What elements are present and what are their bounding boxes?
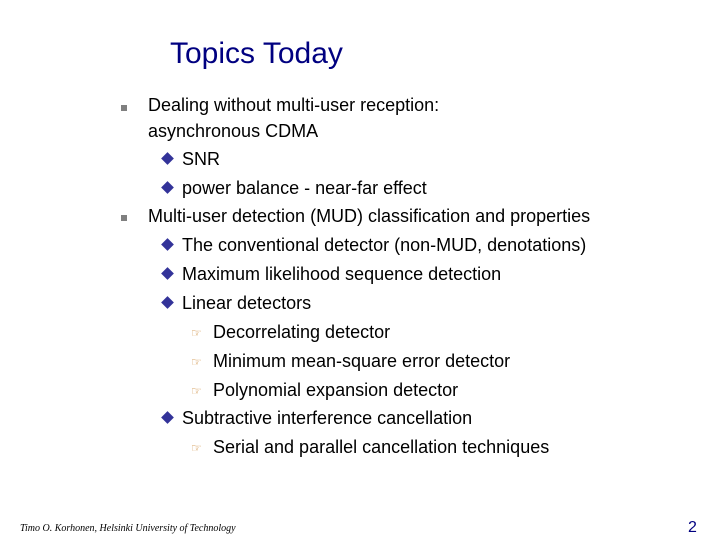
diamond-bullet-icon — [161, 238, 174, 251]
bullet-item-level1-continued: asynchronous CDMA — [148, 121, 319, 141]
square-bullet-icon — [121, 215, 127, 221]
diamond-bullet-icon — [161, 296, 174, 309]
diamond-bullet-icon — [161, 152, 174, 165]
diamond-bullet-icon — [161, 267, 174, 280]
pointing-hand-icon: ☞ — [191, 355, 202, 369]
bullet-item-level3: Polynomial expansion detector — [213, 380, 459, 400]
diamond-bullet-icon — [161, 181, 174, 194]
slide-title: Topics Today — [170, 37, 343, 70]
bullet-item-level3: Decorrelating detector — [213, 322, 391, 342]
pointing-hand-icon: ☞ — [191, 441, 202, 455]
square-bullet-icon — [121, 105, 127, 111]
diamond-bullet-icon — [161, 411, 174, 424]
pointing-hand-icon: ☞ — [191, 326, 202, 340]
bullet-item-level2: SNR — [182, 149, 221, 169]
bullet-item-level3: Serial and parallel cancellation techniques — [213, 437, 550, 457]
bullet-item-level1: Dealing without multi-user reception: — [148, 95, 440, 115]
pointing-hand-icon: ☞ — [191, 384, 202, 398]
footer-author: Timo O. Korhonen, Helsinki University of Technology — [20, 523, 236, 534]
bullet-item-level2: Subtractive interference cancellation — [182, 408, 473, 428]
page-number: 2 — [688, 519, 697, 536]
bullet-item-level2: Linear detectors — [182, 293, 312, 313]
bullet-item-level2: power balance - near-far effect — [182, 178, 427, 198]
bullet-item-level2: Maximum likelihood sequence detection — [182, 264, 502, 284]
bullet-item-level2: The conventional detector (non-MUD, denotations) — [182, 235, 587, 255]
bullet-item-level1: Multi-user detection (MUD) classification and properties — [148, 206, 591, 226]
bullet-item-level3: Minimum mean-square error detector — [213, 351, 511, 371]
